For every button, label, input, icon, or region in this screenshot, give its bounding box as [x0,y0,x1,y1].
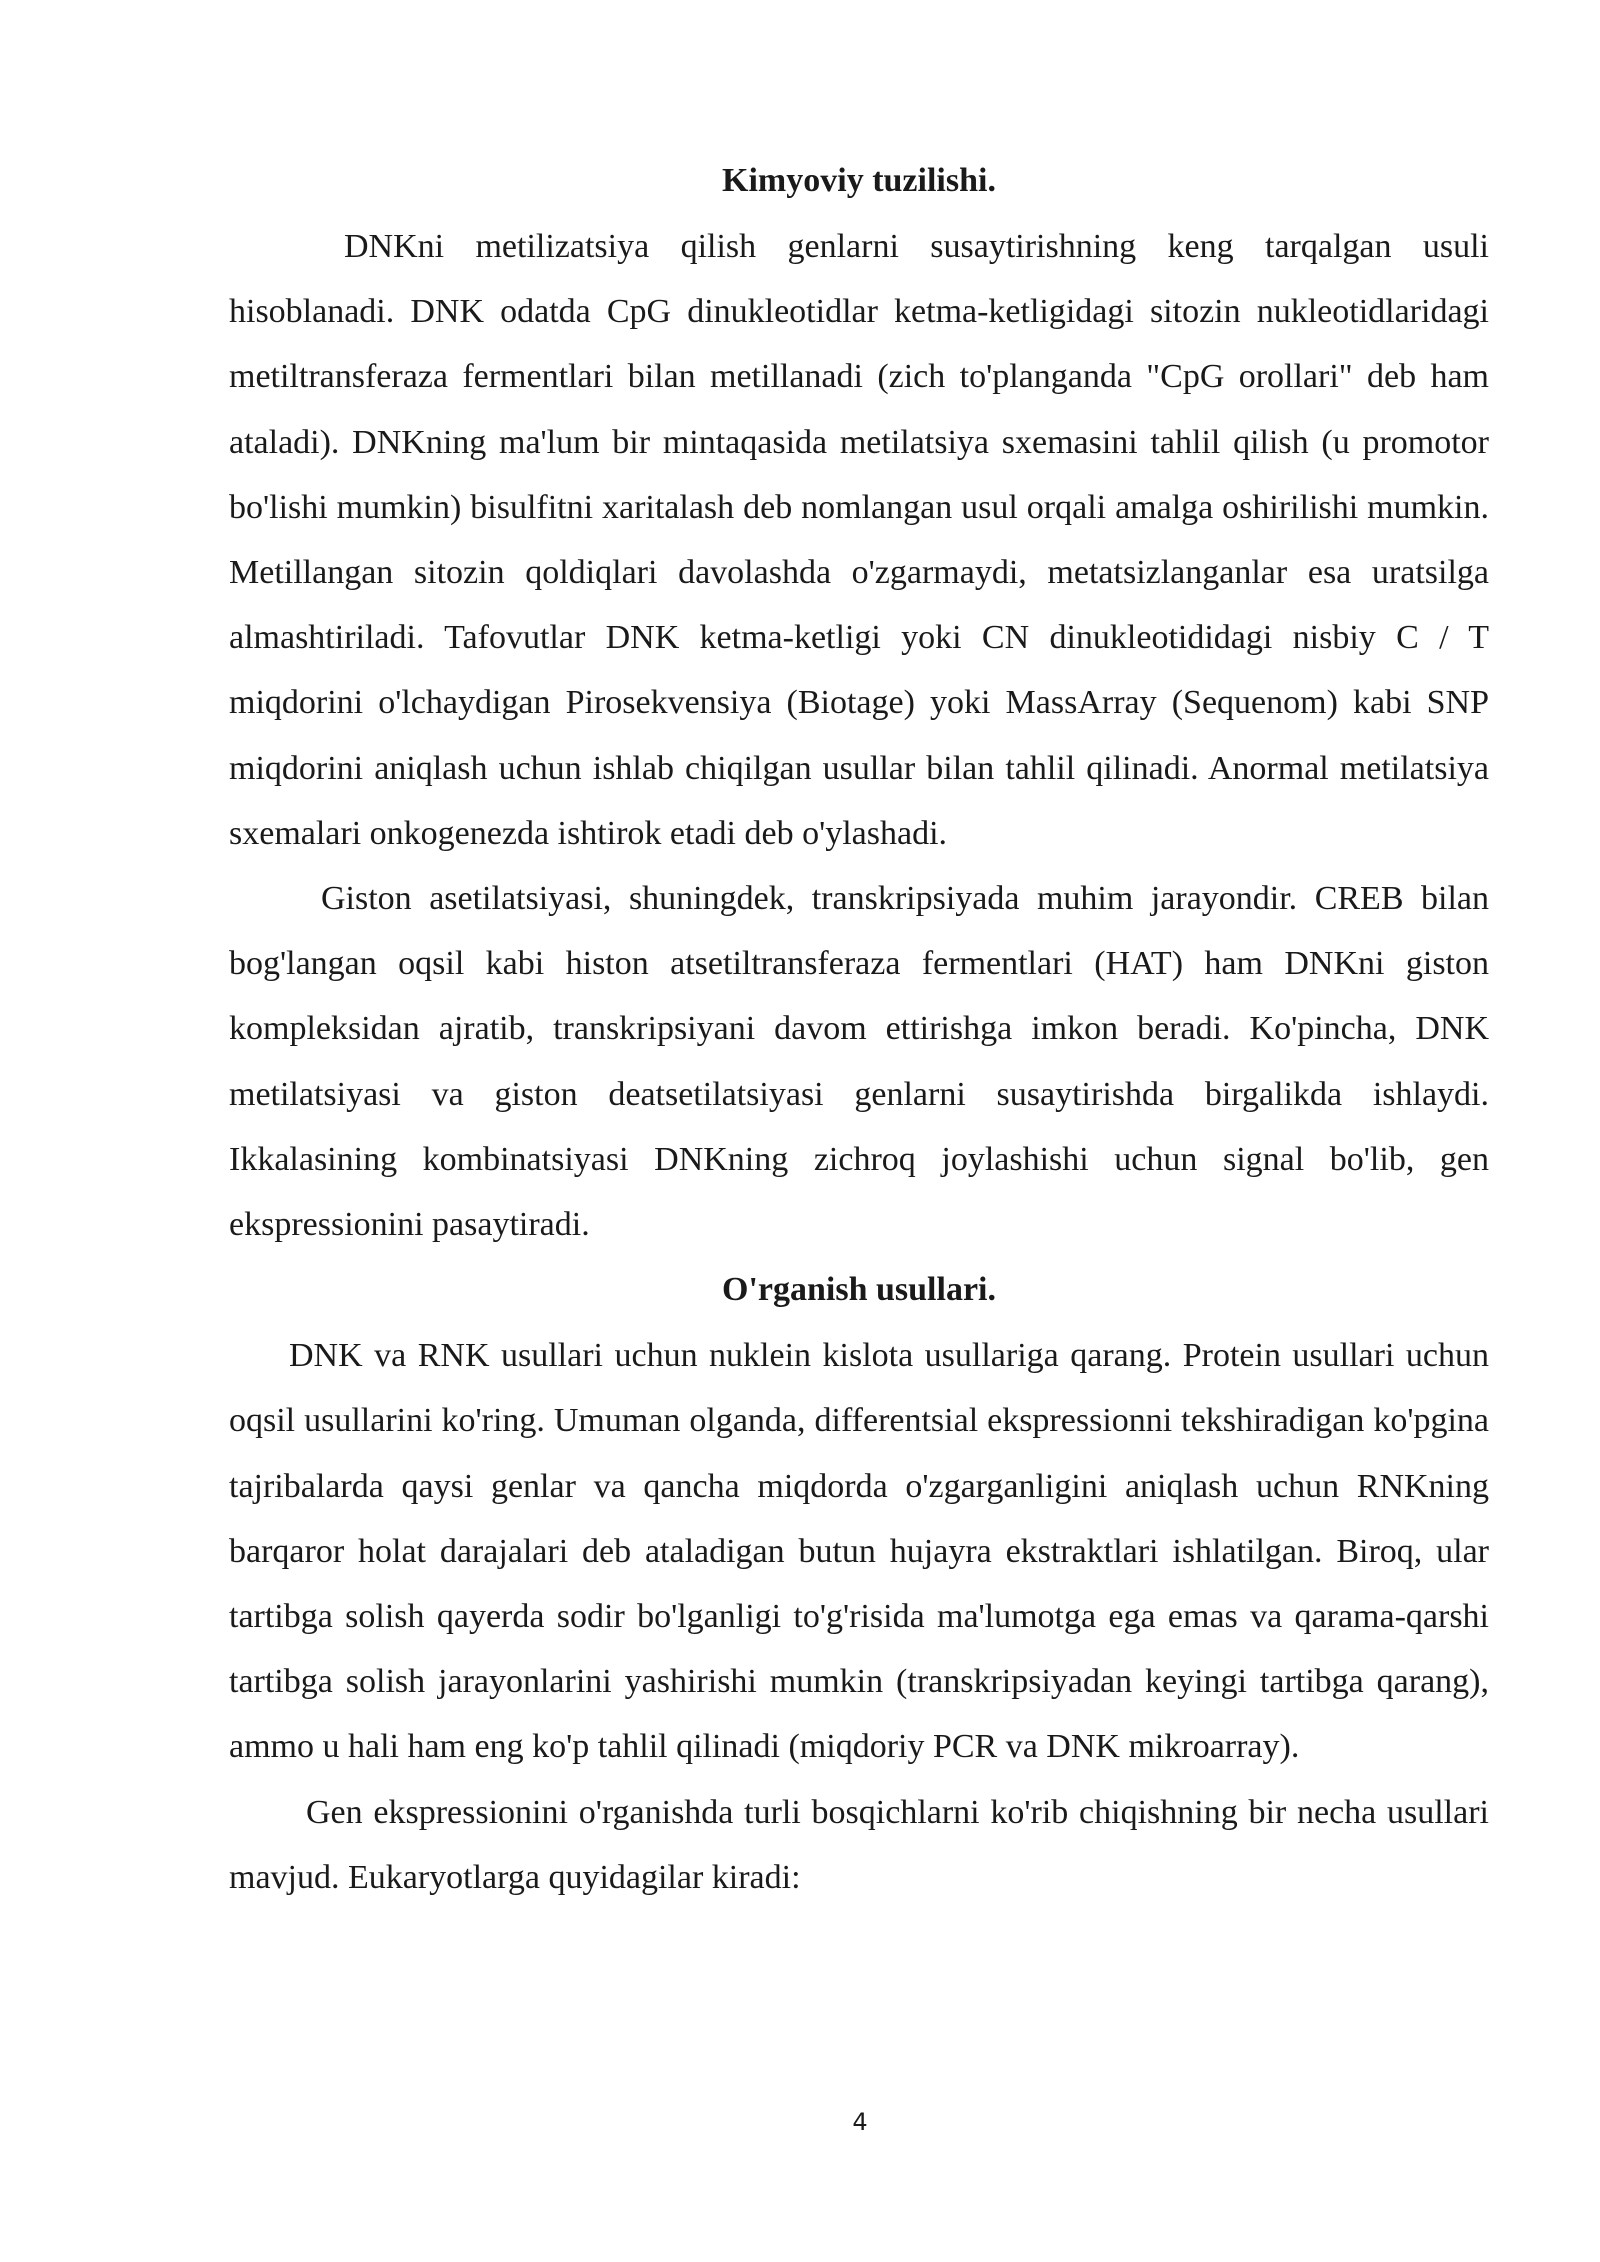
paragraph-eukaryote-methods: Gen ekspressionini o'rganishda turli bosqichlarni ko'rib chiqishning bir necha usullari mavjud. Eukaryotlarga quyidagilar kiradi: [229,1793,1489,1896]
page-number: 4 [852,2108,868,2136]
paragraph-study-methods: DNK va RNK usullari uchun nuklein kislota usullariga qarang. Protein usullari uchun oqsil usullarini ko'ring. Umuman olganda, differentsial ekspressionni tekshiradigan ko'pgina tajribalarda qaysi genlar va qancha miqdorda o'zgarganligini aniqlash uchun RNKning barqaror holat darajalari deb ataladigan butun hujayra ekstraktlari ishlatilgan. Biroq, ular tartibga solish qayerda sodir bo'lganligi to'g'risida ma'lumotga ega emas va qarama-qarshi tartibga solish jarayonlarini yashirishi mumkin (transkripsiyadan keyingi tartibga qarang), ammo u hali ham eng ko'p tahlil qilinadi (miqdoriy PCR va DNK mikroarray). [229,1337,1489,1766]
section-heading-chemical-structure: Kimyoviy tuzilishi. [722,162,996,199]
paragraph-dna-methylation: DNKni metilizatsiya qilish genlarni susaytirishning keng tarqalgan usuli hisoblanadi. DNK odatda CpG dinukleotidlar ketma-ketligidagi sitozin nukleotidlaridagi metiltransferaza fermentlari bilan metillanadi (zich to'planganda "CpG orollari" deb ham ataladi). DNKning ma'lum bir mintaqasida metilatsiya sxemasini tahlil qilish (u promotor bo'lishi mumkin) bisulfitni xaritalash deb nomlangan usul orqali amalga oshirilishi mumkin. Metillangan sitozin qoldiqlari davolashda o'zgarmaydi, metatsizlanganlar esa uratsilga almashtiriladi. Tafovutlar DNK ketma-ketligi yoki CN dinukleotididagi nisbiy C / T miqdorini o'lchaydigan Pirosekvensiya (Biotage) yoki MassArray (Sequenom) kabi SNP miqdorini aniqlash uchun ishlab chiqilgan usullar bilan tahlil qilinadi. Anormal metilatsiya sxemalari onkogenezda ishtirok etadi deb o'ylashadi. [229,228,1489,852]
paragraph-histone-acetylation: Giston asetilatsiyasi, shuningdek, transkripsiyada muhim jarayondir. CREB bilan bog'langan oqsil kabi histon atsetiltransferaza fermentlari (HAT) ham DNKni giston kompleksidan ajratib, transkripsiyani davom ettirishga imkon beradi. Ko'pincha, DNK metilatsiyasi va giston deatsetilatsiyasi genlarni susaytirishda birgalikda ishlaydi. Ikkalasining kombinatsiyasi DNKning zichroq joylashishi uchun signal bo'lib, gen ekspressionini pasaytiradi. [229,880,1489,1244]
document-page [229,148,1489,1910]
section-heading-study-methods: O'rganish usullari. [722,1271,996,1309]
